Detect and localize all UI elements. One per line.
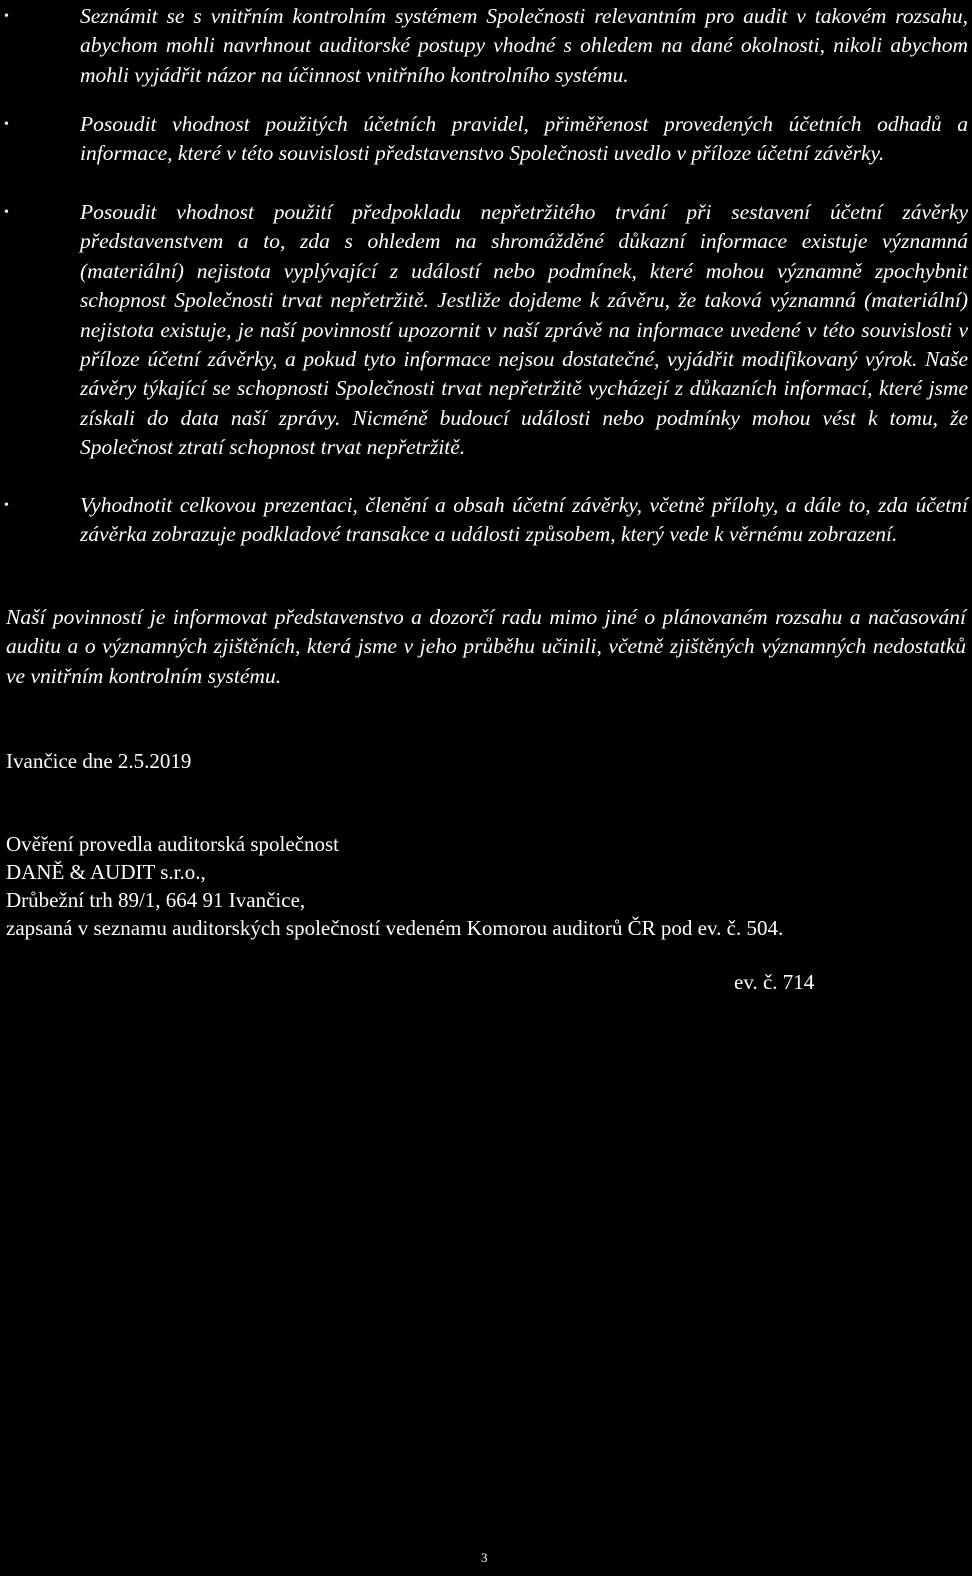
page-number: 3 — [481, 1550, 488, 1565]
bullet-icon: • — [4, 205, 9, 220]
list-item — [0, 2, 972, 90]
list-item-text: Posoudit vhodnost použití předpokladu nepřetržitého trvání při sestavení účetní závěrky představenstvem a to, zda s ohledem na shromážděné důkazní informace existuje významná (materiální) nejistota vyplývající z událostí nebo podmínek, které mohou významně zpochybnit schopnost Společnosti trvat nepřetržitě. Jestliže dojdeme k závěru, že taková významná (materiální) nejistota existuje, je naší povinností upozornit v naší zprávě na informace uvedené v této souvislosti v příloze účetní závěrky, a pokud tyto informace nejsou dostatečné, vyjádřit modifikovaný výrok. Naše závěry týkající se schopnosti Společnosti trvat nepřetržitě vycházejí z důkazních informací, které jsme získali do data naší zprávy. Nicméně budoucí události nebo podmínky mohou vést k tomu, že Společnost ztratí schopnost trvat nepřetržitě. — [80, 200, 968, 460]
auditor-registration-number: ev. č. 714 — [734, 970, 815, 994]
obligation-paragraph: Naší povinností je informovat představenstvo a dozorčí radu mimo jiné o plánovaném rozsahu a načasování auditu a o významných zjištěních, která jsme v jeho průběhu učinili, včetně zjištěných významných nedostatků ve vnitřním kontrolním systému. — [6, 605, 966, 688]
verification-line: Ověření provedla auditorská společnost — [6, 832, 339, 856]
list-item-text: Posoudit vhodnost použitých účetních pravidel, přiměřenost provedených účetních odhadů a informace, které v této souvislosti představenstvo Společnosti uvedlo v příloze účetní závěrky. — [80, 112, 968, 166]
list-item-text: Vyhodnotit celkovou prezentaci, členění a obsah účetní závěrky, včetně přílohy, a dále to, zda účetní závěrka zobrazuje podkladové transakce a události způsobem, který vede k věrnému zobrazení. — [80, 493, 968, 547]
bullet-icon: • — [4, 9, 9, 24]
place-date-line: Ivančice dne 2.5.2019 — [6, 749, 192, 773]
company-name: DANĚ & AUDIT s.r.o., — [6, 860, 206, 884]
company-address: Drůbežní trh 89/1, 664 91 Ivančice, — [6, 888, 306, 912]
bullet-icon: • — [4, 498, 9, 513]
bullet-icon: • — [4, 117, 9, 132]
list-item-text: Seznámit se s vnitřním kontrolním systémem Společnosti relevantním pro audit v takovém rozsahu, abychom mohli navrhnout auditorské postupy vhodné s ohledem na dané okolnosti, nikoli abychom mohli vyjádřit názor na účinnost vnitřního kontrolního systému. — [80, 4, 968, 87]
list-item — [0, 491, 972, 550]
registration-line: zapsaná v seznamu auditorských společností vedeném Komorou auditorů ČR pod ev. č. 504. — [6, 916, 784, 940]
list-item — [0, 198, 972, 463]
list-item — [0, 110, 972, 169]
verification-block — [6, 830, 783, 942]
